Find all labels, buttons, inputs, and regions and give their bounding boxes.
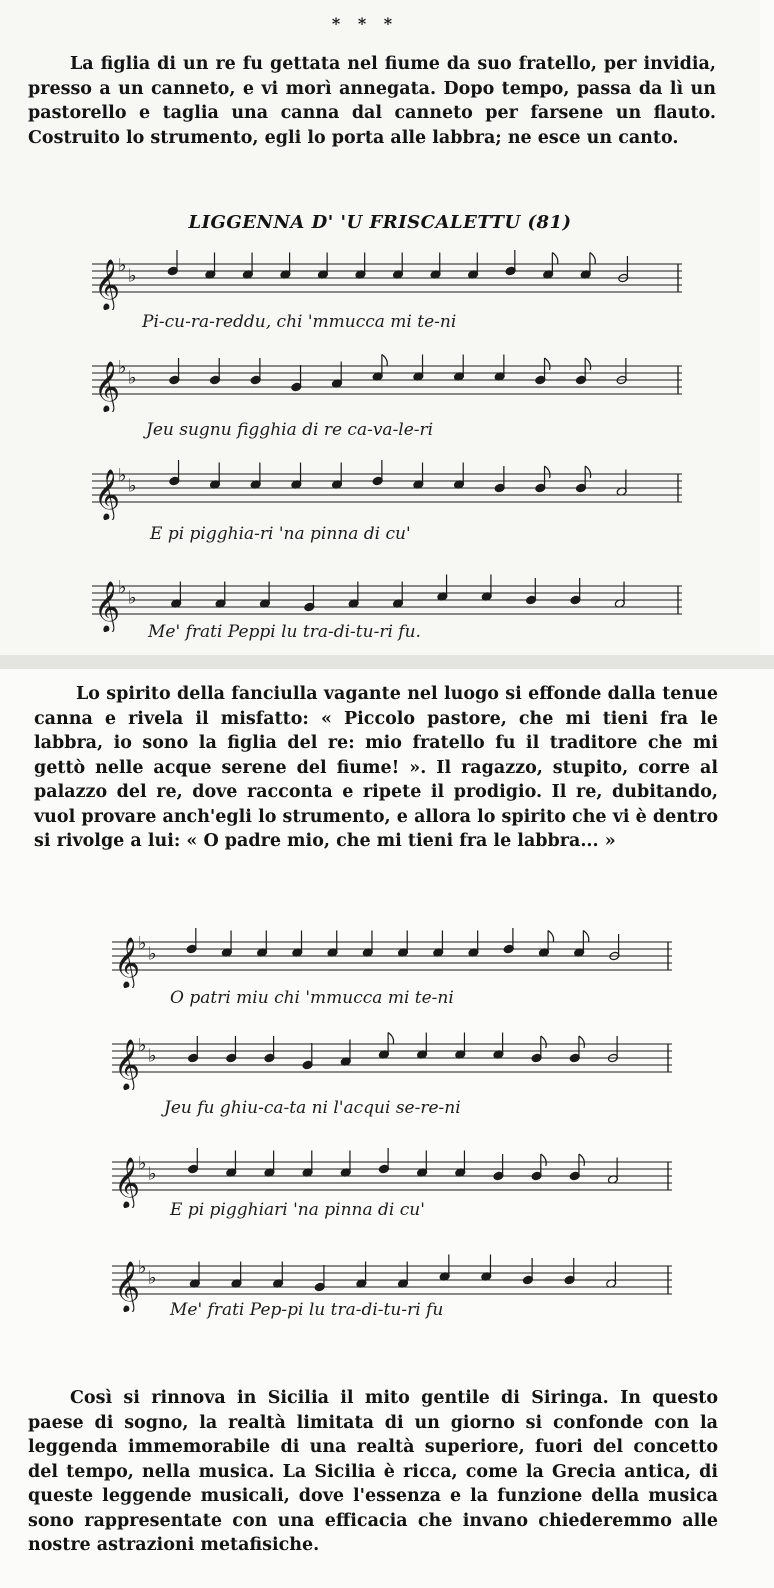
closing-paragraph [28,1386,718,1558]
flat-sign-icon: ♭ [138,1153,147,1174]
flat-sign-icon: ♭ [148,1163,157,1185]
flat-sign-icon: ♭ [128,367,137,389]
music-staff [112,1148,672,1208]
lyric-line: E pi pigghiari 'na pinna di cu' [170,1200,425,1220]
music-staff [112,1030,672,1090]
note-flag [552,253,557,265]
treble-clef-icon: 𝄞 [114,1157,141,1208]
flat-sign-icon: ♭ [138,933,147,954]
note-flag [545,358,550,370]
flat-sign-icon: ♭ [128,475,137,497]
note-flag [585,466,590,478]
music-staff [112,928,672,988]
flat-sign-icon: ♭ [148,1267,157,1289]
treble-clef-icon: 𝄞 [114,937,141,988]
treble-clef-icon: 𝄞 [114,1261,141,1312]
treble-clef-icon: 𝄞 [114,1039,141,1090]
treble-clef-icon: 𝄞 [94,581,121,632]
flat-sign-icon: ♭ [128,265,137,287]
flat-sign-icon: ♭ [118,357,127,378]
note-flag [579,1036,584,1048]
closing-text: Così si rinnova in Sicilia il mito gentile di Siringa. In questo paese di sogno, la realtà limitata di un giorno si confonde con la leggenda immemorabile di una realtà superiore, fuori del concetto del tempo, nella musica. La Sicilia è ricca, come la Grecia antica, di queste leggende musicali, dove l'essenza e la funzione della musica sono rappresentate con una efficacia che invano chiederemmo alle nostre astrazioni metafisiche. [28,1388,718,1555]
note-flag [541,1154,546,1166]
flat-sign-icon: ♭ [118,577,127,598]
song-title: LIGGENNA D' 'U FRISCALETTU (81) [188,212,572,233]
note-flag [579,1154,584,1166]
lyric-line: Me' frati Peppi lu tra-di-tu-ri fu. [148,622,421,642]
intro-paragraph [28,52,716,150]
treble-clef-icon: 𝄞 [94,361,121,412]
lyric-line: E pi pigghia-ri 'na pinna di cu' [150,524,411,544]
lyric-line: Jeu fu ghiu-ca-ta ni l'acqui se-re-ni [164,1098,461,1118]
lyric-line: Pi-cu-ra-reddu, chi 'mmucca mi te-ni [142,312,457,332]
flat-sign-icon: ♭ [148,943,157,965]
note-flag [548,931,553,943]
note-flag [583,931,588,943]
music-staff [92,352,682,412]
note-flag [541,1036,546,1048]
middle-paragraph [34,682,718,854]
flat-sign-icon: ♭ [148,1045,157,1067]
note-flag [585,358,590,370]
music-staff [92,460,682,520]
flat-sign-icon: ♭ [138,1257,147,1278]
flat-sign-icon: ♭ [128,587,137,609]
note-flag [590,253,595,265]
flat-sign-icon: ♭ [138,1035,147,1056]
music-staff [92,250,682,310]
note-flag [388,1033,393,1045]
flat-sign-icon: ♭ [118,255,127,276]
flat-sign-icon: ♭ [118,465,127,486]
middle-text: Lo spirito della fanciulla vagante nel luogo si effonde dalla tenue canna e rivela il misfatto: « Piccolo pastore, che mi tieni fra le labbra, io sono la figlia del re: mio fratello fu il traditore che mi gettò nelle acque serene del fiume! ». Il ragazzo, stupito, corre al palazzo del re, dove racconta e ripete il prodigio. Il re, dubitando, vuol provare anch'egli lo strumento, e allora lo spirito che vi è dentro si rivolge a lui: « O padre mio, che mi tieni fra le labbra... » [34,684,718,851]
page-gutter [0,655,774,669]
lyric-line: Jeu sugnu figghia di re ca-va-le-ri [146,420,434,440]
note-flag [382,355,387,367]
lyric-line: Me' frati Pep-pi lu tra-di-tu-ri fu [170,1300,444,1320]
lyric-line: O patri miu chi 'mmucca mi te-ni [170,988,454,1008]
section-ornament: * * * [331,14,399,33]
intro-text: La figlia di un re fu gettata nel fiume da suo fratello, per invidia, presso a un canneto, e vi morì annegata. Dopo tempo, passa da lì un pastorello e taglia una canna dal canneto per farsene un flauto. Costruito lo strumento, egli lo porta alle labbra; ne esce un canto. [28,54,716,148]
treble-clef-icon: 𝄞 [94,259,121,310]
treble-clef-icon: 𝄞 [94,469,121,520]
note-flag [545,466,550,478]
